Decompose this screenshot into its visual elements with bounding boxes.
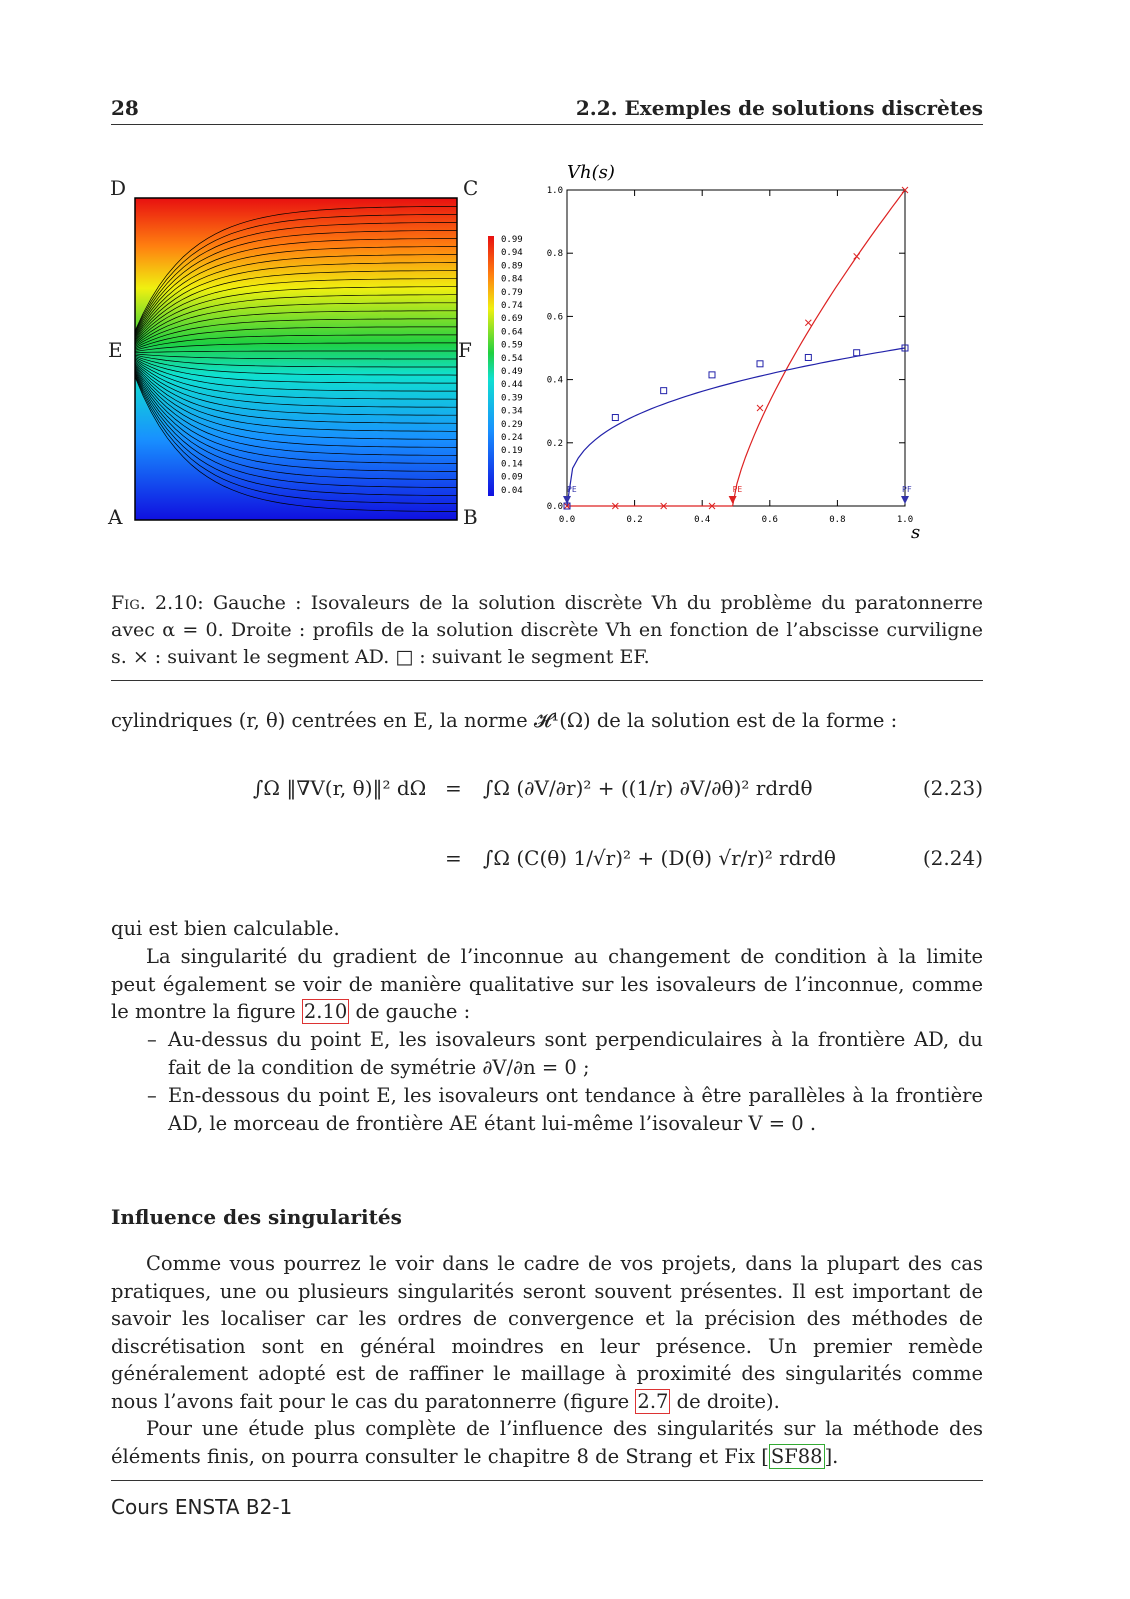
- y-tick-label: 0.0: [546, 502, 563, 512]
- figure-ref-2-10[interactable]: 2.10: [303, 1000, 348, 1023]
- data-point-x: [757, 405, 763, 411]
- footer-text: Cours ENSTA B2-1: [111, 1495, 293, 1519]
- x-tick-label: 0.8: [829, 515, 846, 525]
- colorbar-tick: 0.29: [501, 419, 523, 430]
- page-number: 28: [111, 96, 139, 120]
- data-point-x: [805, 320, 811, 326]
- isovalue-plot: [106, 170, 523, 550]
- p3-text-b: de gauche :: [349, 1000, 471, 1023]
- colorbar-tick: 0.79: [501, 287, 523, 298]
- colorbar-tick: 0.34: [501, 406, 523, 417]
- p5-text-b: ].: [824, 1444, 839, 1468]
- data-point-square: [612, 415, 618, 421]
- x-tick-label: 0.0: [558, 515, 576, 525]
- eq2-rel: =: [445, 846, 462, 870]
- isovalue-figure: [106, 170, 523, 550]
- point-arrow: [729, 496, 737, 504]
- point-label: PE: [567, 485, 577, 494]
- paragraph-singularity: [111, 943, 983, 1026]
- eq1-lhs: ∫Ω ‖∇V(r, θ)‖² dΩ: [253, 776, 427, 800]
- x-tick-label: 0.4: [694, 515, 711, 525]
- point-label: PF: [902, 485, 912, 494]
- colorbar-tick: 0.14: [501, 459, 523, 470]
- citation-sf88[interactable]: SF88: [770, 1444, 823, 1468]
- colorbar-tick: 0.44: [501, 380, 523, 391]
- list-item-2-text: En-dessous du point E, les isovaleurs ont tendance à être parallèles à la frontière AD, le morceau de frontière AE étant lui-même l’isovaleur V = 0 .: [168, 1084, 983, 1135]
- eq1-number: (2.23): [922, 776, 983, 800]
- figure-rule: [111, 680, 983, 681]
- colorbar: [488, 236, 494, 496]
- paragraph-calculable: qui est bien calculable.: [111, 917, 340, 940]
- caption-text: Gauche : Isovaleurs de la solution discrète Vh du problème du paratonnerre avec α = 0. Droite : profils de la solution discrète Vh en fonction de l’abscisse curviligne s. × : suivant le segment AD. □ : suivant le segment EF.: [111, 592, 983, 668]
- caption-prefix: Fig. 2.10:: [111, 592, 204, 614]
- corner-label-a: A: [108, 505, 123, 529]
- list-item: [111, 1082, 983, 1138]
- figure-ref-2-7[interactable]: 2.7: [637, 1389, 669, 1413]
- footer-rule: [111, 1480, 983, 1481]
- colorbar-tick: 0.94: [501, 248, 523, 259]
- colorbar-tick: 0.64: [501, 327, 523, 338]
- x-tick-label: 0.2: [626, 515, 643, 525]
- colorbar-tick: 0.04: [501, 485, 523, 496]
- y-tick-label: 0.4: [546, 375, 563, 386]
- page-header: [111, 96, 983, 125]
- x-tick-label: 0.6: [761, 515, 778, 525]
- section-heading: Influence des singularités: [111, 1205, 402, 1229]
- y-tick-label: 1.0: [546, 186, 563, 196]
- p4-text-a: Comme vous pourrez le voir dans le cadre de vos projets, dans la plupart des cas pratiques, une ou plusieurs singularités seront souvent présentes. Il est important de savoir les localiser car les ordres de convergence et la précision des méthodes de discrétisation sont en général moindres en leur présence. Un premier remède généralement adopté est de raffiner le maillage à proximité des singularités comme nous l’avons fait pour le cas du paratonnerre (figure: [111, 1252, 983, 1413]
- corner-label-c: C: [463, 176, 479, 200]
- plot-frame: [567, 190, 905, 506]
- data-point-square: [709, 372, 715, 378]
- profile-chart-svg: [545, 160, 955, 560]
- eq1-rel: =: [445, 776, 462, 800]
- profile-chart: [545, 160, 955, 560]
- section-title: 2.2. Exemples de solutions discrètes: [575, 96, 983, 120]
- y-axis-label: Vh(s): [567, 162, 615, 183]
- data-point-square: [757, 361, 763, 367]
- corner-label-d: D: [110, 176, 127, 200]
- p4-text-b: de droite).: [670, 1389, 780, 1413]
- y-tick-label: 0.8: [546, 249, 563, 260]
- corner-label-b: B: [463, 505, 478, 529]
- list-dash: –: [147, 1084, 157, 1107]
- colorbar-tick: 0.09: [501, 472, 523, 483]
- p5-text-a: Pour une étude plus complète de l’influence des singularités sur la méthode des éléments finis, on pourra consulter le chapitre 8 de Strang et Fix [: [111, 1417, 983, 1468]
- list-dash: –: [147, 1028, 157, 1051]
- x-axis-label: s: [911, 522, 921, 543]
- paragraph-strang-fix: [111, 1415, 983, 1470]
- data-point-square: [805, 354, 811, 360]
- point-label: PE: [732, 485, 743, 494]
- colorbar-tick: 0.39: [501, 393, 523, 404]
- x-tick-label: 1.0: [896, 515, 914, 525]
- colorbar-tick: 0.54: [501, 353, 523, 364]
- data-point-square: [854, 350, 860, 356]
- colorbar-tick: 0.99: [501, 235, 523, 245]
- y-tick-label: 0.6: [546, 312, 563, 323]
- point-arrow: [901, 496, 909, 504]
- colorbar-tick: 0.84: [501, 274, 523, 285]
- colorbar-tick: 0.19: [501, 446, 523, 457]
- list-item-1-text: Au-dessus du point E, les isovaleurs sont perpendiculaires à la frontière AD, du fait de la condition de symétrie ∂V/∂n = 0 ;: [168, 1028, 983, 1079]
- equation-2-23: [111, 766, 983, 826]
- colorbar-tick: 0.59: [501, 340, 523, 351]
- colorbar-tick: 0.89: [501, 261, 523, 272]
- data-point-square: [661, 388, 667, 394]
- corner-label-e: E: [108, 338, 123, 362]
- colorbar-tick: 0.49: [501, 367, 523, 377]
- paragraph-influence: [111, 1250, 983, 1415]
- list-item: [111, 1026, 983, 1082]
- data-point-x: [854, 253, 860, 259]
- colorbar-tick: 0.74: [501, 301, 523, 311]
- colorbar-tick: 0.69: [501, 314, 523, 325]
- figure-caption: [111, 590, 983, 671]
- eq2-rhs: ∫Ω (C(θ) 1/√r)² + (D(θ) √r/r)² rdrdθ: [483, 846, 836, 870]
- y-tick-label: 0.2: [546, 438, 563, 449]
- equation-2-24: [111, 836, 983, 896]
- corner-label-f: F: [458, 338, 472, 362]
- eq1-rhs: ∫Ω (∂V/∂r)² + ((1/r) ∂V/∂θ)² rdrdθ: [483, 776, 813, 800]
- series-line-ef: [567, 348, 905, 506]
- eq2-number: (2.24): [922, 846, 983, 870]
- colorbar-tick: 0.24: [501, 433, 523, 443]
- paragraph-intro: cylindriques (r, θ) centrées en E, la norme 𝓗¹(Ω) de la solution est de la forme :: [111, 709, 898, 732]
- series-line-ad: [567, 190, 905, 506]
- p3-text-a: La singularité du gradient de l’inconnue au changement de condition à la limite peut également se voir de manière qualitative sur les isovaleurs de l’inconnue, comme le montre la figure: [111, 945, 983, 1023]
